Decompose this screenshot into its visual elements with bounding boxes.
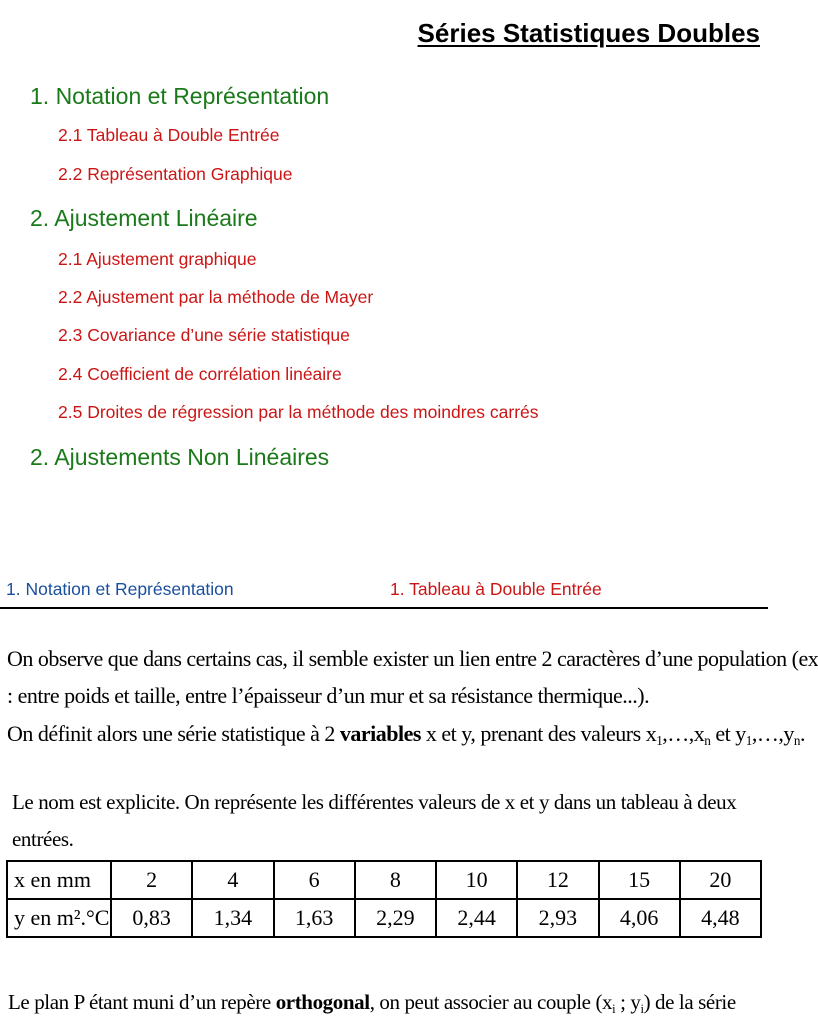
slide-header-section: 1. Notation et Représentation: [6, 579, 234, 599]
outline-section-1: 1. Notation et Représentation: [30, 83, 330, 109]
table-cell: 0,83: [111, 899, 192, 937]
paragraph-2-line-1: Le nom est explicite. On représente les différentes valeurs de x et y dans un tableau à deux: [12, 790, 737, 814]
table-cell: 4,48: [680, 899, 761, 937]
page-title: Séries Statistiques Doubles: [417, 18, 760, 48]
text-run: , on peut associer au couple (x: [369, 990, 613, 1014]
table-cell: 2,93: [517, 899, 598, 937]
table-cell: 15: [599, 861, 680, 899]
table-cell: 4: [192, 861, 273, 899]
row-header-x: x en mm: [7, 861, 111, 899]
subscript: n: [793, 733, 800, 748]
outline-section-3: 2. Ajustements Non Linéaires: [30, 444, 330, 470]
paragraph-1-line-1: On observe que dans certains cas, il semble exister un lien entre 2 caractères d’une population (ex: [7, 646, 818, 671]
paragraph-3-line-1: [8, 990, 736, 1017]
table-cell: 6: [274, 861, 355, 899]
slide-header-subsection: 1. Tableau à Double Entrée: [390, 579, 602, 599]
text-run: ) de la série: [643, 990, 736, 1014]
table-cell: 12: [517, 861, 598, 899]
table-cell: 2,44: [436, 899, 517, 937]
table-cell: 2: [111, 861, 192, 899]
paragraph-1-line-3: [7, 721, 805, 749]
outline-item-2-1: 2.1 Ajustement graphique: [58, 249, 257, 269]
text-run: Le plan P étant muni d’un repère: [8, 990, 276, 1014]
outline-section-2: 2. Ajustement Linéaire: [30, 205, 258, 231]
outline-item-2-2: 2.2 Ajustement par la méthode de Mayer: [58, 287, 374, 307]
paragraph-2-line-2: entrées.: [12, 827, 74, 851]
subscript: i: [640, 1002, 644, 1016]
table-row-x: [7, 861, 761, 899]
outline-item-2-4: 2.4 Coefficient de corrélation linéaire: [58, 364, 342, 384]
text-run: ,…,y: [751, 721, 794, 746]
table-cell: 1,63: [274, 899, 355, 937]
table-cell: 20: [680, 861, 761, 899]
subscript: i: [612, 1002, 616, 1016]
row-header-y: y en m².°C: [7, 899, 111, 937]
table-cell: 10: [436, 861, 517, 899]
outline-item-1-1: 2.1 Tableau à Double Entrée: [58, 125, 280, 145]
text-run: ,…,x: [662, 721, 705, 746]
text-run: On définit alors une série statistique à 2: [7, 721, 340, 746]
subscript: n: [704, 733, 711, 748]
subscript: 1: [656, 733, 663, 748]
text-run: et y: [710, 721, 746, 746]
outline-item-1-2: 2.2 Représentation Graphique: [58, 164, 293, 184]
text-run: ; y: [615, 990, 641, 1014]
outline-item-2-3: 2.3 Covariance d’une série statistique: [58, 325, 350, 345]
data-table: [6, 860, 762, 938]
paragraph-1-line-2: : entre poids et taille, entre l’épaisseur d’un mur et sa résistance thermique...).: [7, 683, 650, 708]
table-cell: 4,06: [599, 899, 680, 937]
bold-term-orthogonal: orthogonal: [275, 990, 370, 1014]
subscript: 1: [745, 733, 752, 748]
table-cell: 2,29: [355, 899, 436, 937]
bold-term-variables: variables: [339, 721, 421, 746]
table-cell: 8: [355, 861, 436, 899]
header-divider: [0, 607, 768, 609]
text-run: x et y, prenant des valeurs x: [420, 721, 657, 746]
table-row-y: [7, 899, 761, 937]
table-cell: 1,34: [192, 899, 273, 937]
outline-item-2-5: 2.5 Droites de régression par la méthode des moindres carrés: [58, 402, 539, 422]
text-run: .: [799, 721, 805, 746]
